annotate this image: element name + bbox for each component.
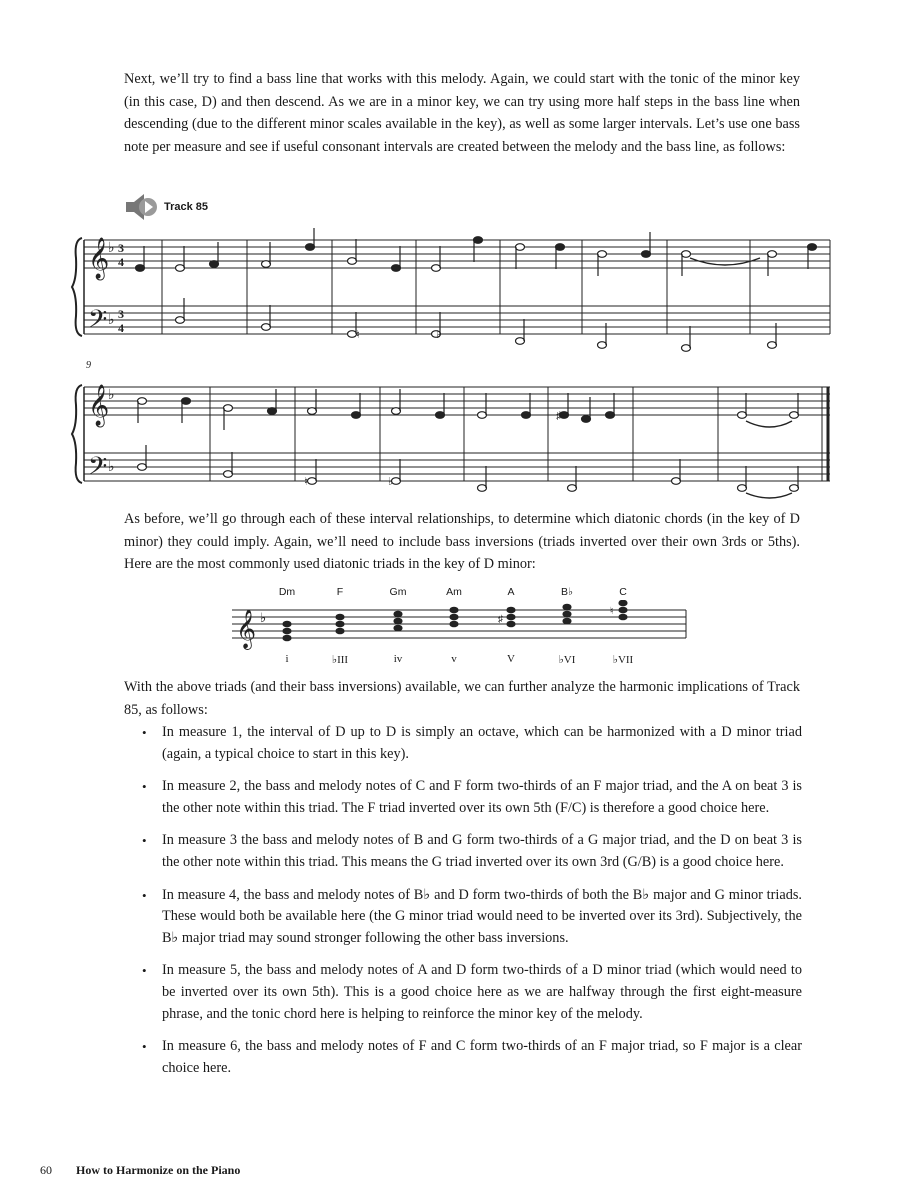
roman-numeral: V <box>507 653 515 665</box>
svg-text:4: 4 <box>118 255 124 269</box>
chord-name: Dm <box>278 586 296 598</box>
list-item: • In measure 5, the bass and melody notes of A and D form two-thirds of a D minor triad (which would need to be inverted over its own 5th). This is a good choice here as we are halfway through the first eight-measure phrase, and the tonic chord here is helping to reinforce the minor key of the melody. <box>142 960 802 1025</box>
treble-clef-icon: 𝄞 <box>88 385 110 425</box>
before-paragraph: As before, we’ll go through each of these interval relationships, to determine which diatonic chords (in the key of D minor) they could imply. Again, we’ll need to include bass inversions (triads inverted over their own 3rds or 5ths). Here are the most commonly used diatonic triads in the key of D minor: <box>124 511 800 573</box>
analysis-list <box>142 722 802 1090</box>
svg-text:𝄞: 𝄞 <box>236 611 257 648</box>
roman-numeral: ♭VI <box>558 654 576 666</box>
svg-text:♭: ♭ <box>108 460 115 475</box>
list-item: • In measure 3 the bass and melody notes of B and G form two-thirds of a G major triad, and the D on beat 3 is the other note within this triad. This means the G triad inverted over its own 3rd (G/B) is a good choice here. <box>142 830 802 873</box>
chord-name: Am <box>446 586 462 598</box>
score-system-2 <box>70 375 840 505</box>
svg-text:♭: ♭ <box>108 241 115 256</box>
chord-name: C <box>619 586 627 598</box>
svg-text:♯: ♯ <box>498 614 503 625</box>
roman-numeral: v <box>451 653 457 665</box>
chord-name: A <box>507 586 515 598</box>
svg-text:♭: ♭ <box>108 313 115 328</box>
svg-text:3: 3 <box>118 241 124 255</box>
svg-text:♮: ♮ <box>610 606 614 617</box>
intro-paragraph: Next, we’ll try to find a bass line that works with this melody. Again, we could start with the tonic of the minor key (in this case, D) and then descend. As we are in a minor key, we can try using more half steps in the bass line when descending (due to the different minor scales available in the key), as well as some larger intervals. Let’s use one bass note per measure and see if useful consonant intervals are created between the melody and the bass line, as follows: <box>124 71 800 155</box>
svg-text:♯: ♯ <box>556 410 562 422</box>
svg-text:♭: ♭ <box>436 329 442 341</box>
track-label[interactable] <box>124 192 208 222</box>
list-item: • In measure 4, the bass and melody notes of B♭ and D form two-thirds of both the B♭ major and G minor triads. These would both be available here (the G minor triad would need to be inverted over its 3rd). Subjectively, the B♭ major triad may sound stronger following the other bass inversions. <box>142 885 802 950</box>
treble-clef-icon: 𝄞 <box>88 238 110 278</box>
brace <box>72 238 82 336</box>
page-number: 60 <box>40 1163 52 1177</box>
list-item: • In measure 2, the bass and melody notes of C and F form two-thirds of an F major triad, and the A on beat 3 is the other note within this triad. The F triad inverted over its own 5th (F/C) is therefore a good choice here. <box>142 776 802 819</box>
svg-text:♮: ♮ <box>356 329 360 341</box>
with-paragraph: With the above triads (and their bass inversions) available, we can further analyze the harmonic implications of Track 85, as follows: <box>124 679 800 718</box>
svg-text:♭: ♭ <box>108 388 115 403</box>
page-footer <box>40 1163 240 1178</box>
svg-text:3: 3 <box>118 307 124 321</box>
chord-name: B♭ <box>561 586 573 598</box>
measure-number: 9 <box>86 360 91 371</box>
book-title: How to Harmonize on the Piano <box>76 1163 241 1177</box>
list-item: • In measure 6, the bass and melody notes of F and C form two-thirds of an F major triad, so F major is a clear choice here. <box>142 1036 802 1079</box>
audio-track-icon[interactable] <box>124 192 158 222</box>
roman-numeral: ♭VII <box>612 654 634 666</box>
svg-text:♮: ♮ <box>304 476 308 488</box>
triads-staff <box>232 600 692 650</box>
bass-clef-icon: 𝄢 <box>88 453 108 486</box>
roman-numeral: i <box>285 653 289 665</box>
list-item: • In measure 1, the interval of D up to D is simply an octave, which can be harmonized with a D minor triad (again, a typical choice to start in this key). <box>142 722 802 765</box>
track-name: Track 85 <box>164 201 209 213</box>
chord-name: Gm <box>389 586 407 598</box>
roman-numeral: ♭III <box>331 654 349 666</box>
score-system-1 <box>70 228 840 358</box>
svg-text:♭: ♭ <box>260 610 267 625</box>
svg-text:4: 4 <box>118 321 124 335</box>
bass-clef-icon: 𝄢 <box>88 306 108 339</box>
svg-text:♭: ♭ <box>388 476 394 488</box>
chord-name: F <box>336 586 344 598</box>
roman-numeral: iv <box>393 653 403 665</box>
